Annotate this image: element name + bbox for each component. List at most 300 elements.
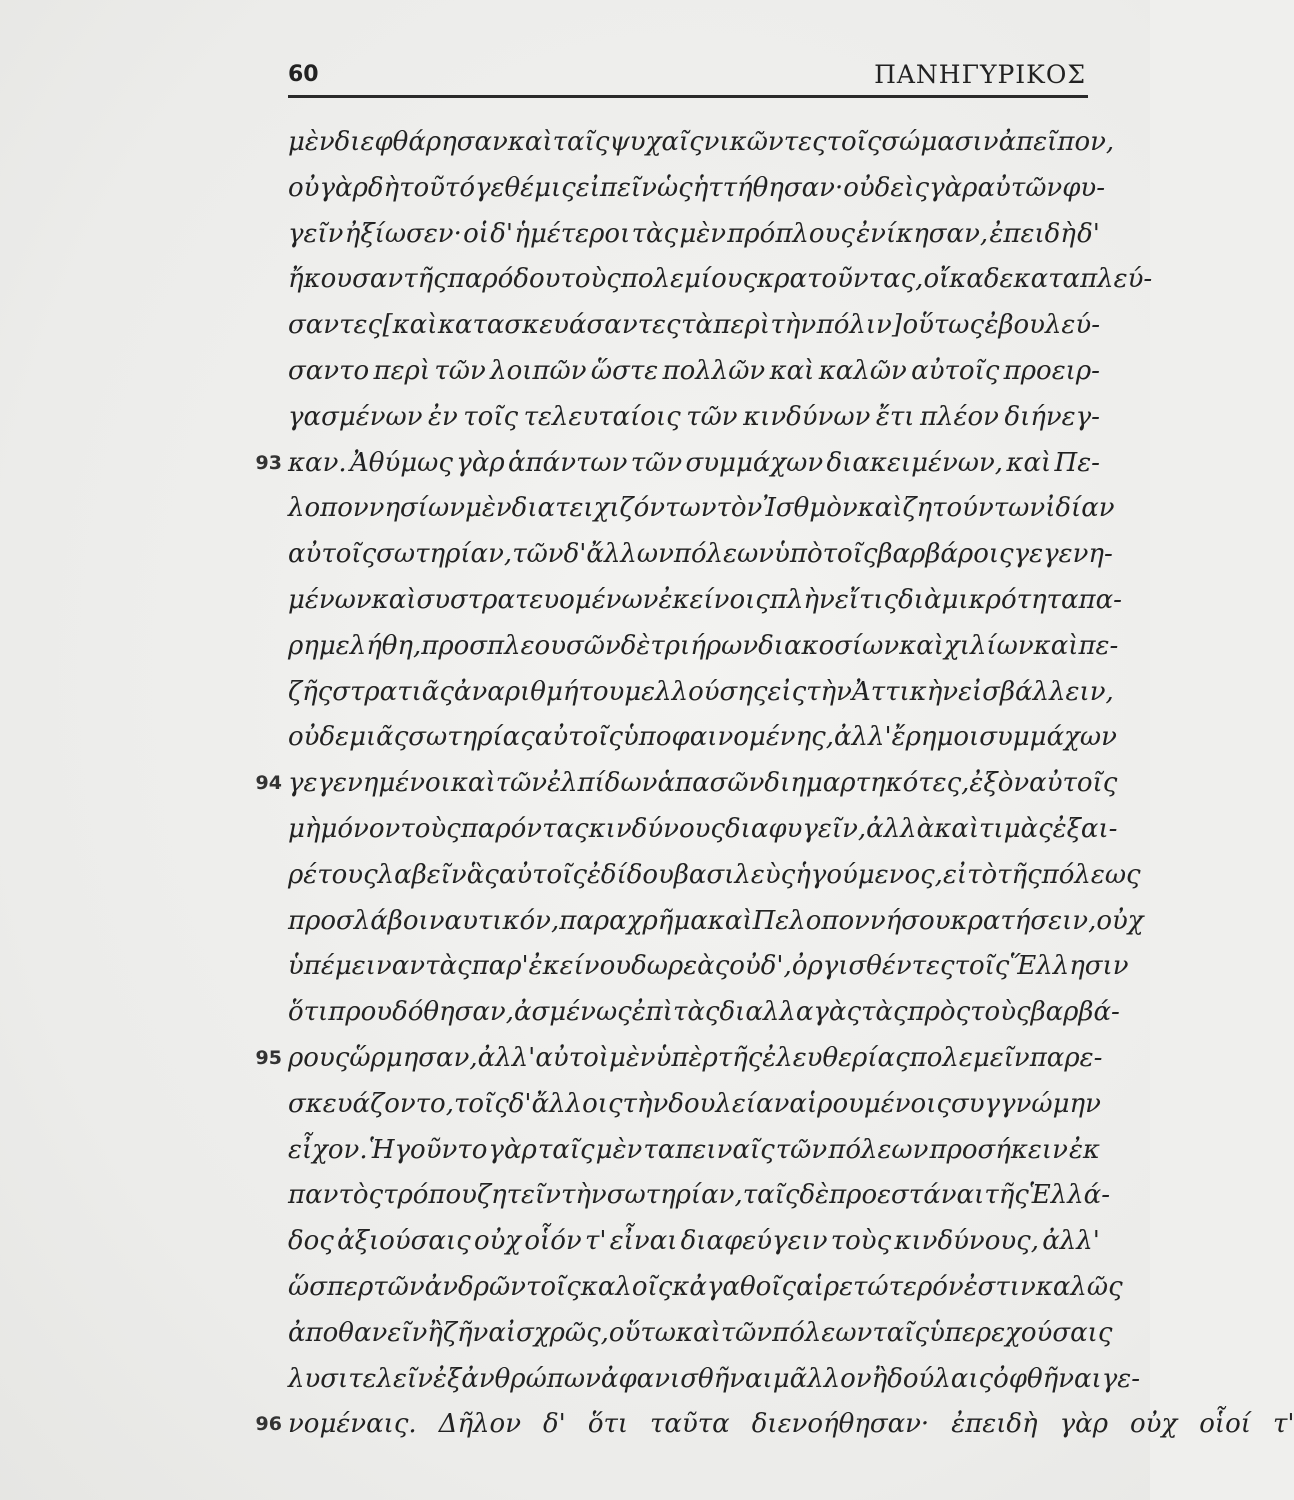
word: περὶ [713, 310, 770, 341]
word: δὲ [799, 1180, 830, 1211]
word: τῆς [997, 859, 1042, 890]
word: ἔτι [875, 401, 915, 432]
word: ἀναριθμήτου [453, 676, 625, 707]
word: τῶν [686, 401, 738, 432]
word: εἰς [767, 676, 807, 707]
word: οὐ [288, 172, 320, 203]
word: τοὺς [830, 1226, 892, 1257]
word: ὥστε [590, 355, 659, 386]
word: τῶν [720, 1317, 773, 1348]
word: ἐν [428, 401, 458, 432]
text-line [288, 1173, 1111, 1219]
word: πόλεων [772, 1317, 873, 1348]
text-line [288, 395, 1100, 441]
text-line [255, 1036, 1103, 1082]
text-line [288, 1219, 1100, 1265]
word: τοῦτό [399, 172, 475, 203]
word: τὴν [806, 676, 852, 707]
word: προσπλεουσῶν [421, 630, 621, 661]
word: πόλιν] [816, 310, 902, 341]
word: μένων [288, 584, 372, 615]
word: τις [858, 584, 899, 615]
word: μόνον [320, 813, 401, 844]
word: γε- [1101, 1363, 1141, 1394]
word: προσλάβοι [288, 905, 429, 936]
text-line [255, 761, 1118, 807]
word: σωτηρίαν, [376, 539, 513, 570]
word: παρόντας [460, 813, 589, 844]
word: αἱρετώτερόν [796, 1271, 964, 1302]
word: γὰρ [456, 447, 505, 478]
word: ἐξὸν [969, 768, 1030, 799]
word: καλοῖς [580, 1271, 673, 1302]
word: αἱρουμένοις [789, 1088, 951, 1119]
word: προσήκειν [929, 1134, 1068, 1165]
word: κἀγαθοῖς [672, 1271, 797, 1302]
word: ἀλλ' [477, 1042, 536, 1073]
word: ἄλλοις [531, 1088, 623, 1119]
text-line [288, 120, 1115, 166]
text-line [288, 166, 1106, 212]
word: παρε- [1029, 1042, 1103, 1073]
word: εἶχον. [288, 1134, 368, 1165]
word: πολλῶν [662, 355, 766, 386]
word: Ἀττικὴν [851, 676, 959, 707]
text-line [288, 807, 1118, 853]
word: ὡς [656, 172, 693, 203]
word: ἐκείνοις [658, 584, 770, 615]
text-line [288, 349, 1100, 395]
word: μὲν [595, 1134, 643, 1165]
word: τριήρων [650, 630, 759, 661]
word: ἐνίκησαν, [856, 218, 989, 249]
text-line [288, 486, 1115, 532]
word: τῆς [984, 1180, 1029, 1211]
word: ρημελήθη, [288, 630, 422, 661]
word: κατασκευάσαντες [437, 310, 681, 341]
word: πόλεως [1041, 859, 1141, 890]
word: προεστάναι [829, 1180, 985, 1211]
word: πολεμεῖν [909, 1042, 1030, 1073]
word: εἰ [942, 859, 968, 890]
word: ἢ [427, 1317, 443, 1348]
word: αὐτοὶ [535, 1042, 609, 1073]
word: ἐξαι- [1052, 813, 1118, 844]
word: ζῆν [442, 1317, 489, 1348]
word: ἢ [871, 1363, 888, 1394]
word: γεγενη- [1013, 539, 1113, 570]
word: ἔρημοι [891, 722, 980, 753]
word: Ἀθύμως [350, 447, 453, 478]
word: μὲν [679, 218, 727, 249]
word: τ' [1272, 1409, 1294, 1440]
word: ἐκ [1068, 1134, 1100, 1165]
word: κινδύνους [588, 813, 725, 844]
word: παρόδου [447, 264, 561, 295]
word: σκευάζοντο, [288, 1088, 454, 1119]
text-line [288, 990, 1120, 1036]
word: τοῖς [822, 539, 878, 570]
word: καὶ [707, 905, 753, 936]
word: τοῖς [453, 1088, 509, 1119]
word: ἡγούμενος, [795, 859, 943, 890]
word: λοιπῶν [490, 355, 587, 386]
word: καὶ [1006, 447, 1052, 478]
word: εἰσβάλλειν, [958, 676, 1114, 707]
word: ἐξ [433, 1363, 462, 1394]
section-number: 93 [255, 451, 282, 474]
word: τῶν [495, 768, 548, 799]
word: ἀνδρῶν [424, 1271, 526, 1302]
word: φυ- [1062, 172, 1106, 203]
word: [καὶ [382, 310, 438, 341]
word: δούλαις [887, 1363, 994, 1394]
word: κινδύνων [743, 401, 871, 432]
word: κρατήσειν, [950, 905, 1097, 936]
word: τὴν [560, 1180, 607, 1211]
word: συγγνώμην [950, 1088, 1101, 1119]
word: ὥρμησαν, [349, 1042, 478, 1073]
word: ὀργισθέντες [791, 951, 955, 982]
text-line [288, 303, 1100, 349]
word: τελευταίοις [523, 401, 681, 432]
word: Δῆλον [438, 1409, 521, 1440]
word: πλέον [919, 401, 999, 432]
word: προειρ- [1003, 355, 1100, 386]
word: τὴν [622, 1088, 669, 1119]
word: τοῖς [463, 401, 519, 432]
word: κρατοῦντας, [757, 264, 924, 295]
word: διαφυγεῖν, [724, 813, 867, 844]
word: οὕτως [902, 310, 985, 341]
word: στρατιᾶς [332, 676, 454, 707]
word: τὸν [716, 493, 763, 524]
word: ἡμέτεροι [514, 218, 631, 249]
word: προυδόθησαν, [328, 997, 514, 1028]
word: δ' [543, 1409, 566, 1440]
word: ὑπὲρ [655, 1042, 718, 1073]
word: ταῖς [552, 127, 610, 157]
text-line [288, 670, 1114, 716]
word: βαρβάροις [877, 539, 1014, 570]
word: πόλεων [673, 539, 775, 570]
word: μελλούσης [624, 676, 768, 707]
word: τοῖς [826, 127, 882, 157]
word: Ἑλλά- [1028, 1180, 1111, 1211]
word: τοὺς [400, 813, 461, 844]
word: πρόπλους [727, 218, 855, 249]
word: Ἰσθμὸν [762, 493, 858, 524]
word: ἁπάντων [508, 447, 628, 478]
word: ὑπὸ [774, 539, 823, 570]
word: ὑπέμειναν [288, 951, 426, 982]
word: παραχρῆμα [559, 905, 708, 936]
word: καὶ [507, 127, 553, 157]
word: γὰρ [929, 172, 978, 203]
word: πρὸς [907, 997, 971, 1028]
word: καὶ [899, 630, 944, 661]
text-line [288, 1082, 1100, 1128]
word: οὐδεὶς [843, 172, 930, 203]
word: γὰρ [1059, 1409, 1109, 1440]
word: τοὺς [560, 264, 621, 295]
word: Ἕλλησιν [1009, 951, 1129, 982]
word: γὰρ [319, 172, 368, 203]
word: ἐκείνου [528, 951, 632, 982]
word: ἀλλ' [1042, 1226, 1100, 1257]
word: οἱ [463, 218, 489, 249]
word: σωτηρίας [408, 722, 535, 753]
word: δὲ [620, 630, 651, 661]
text-line [288, 578, 1122, 624]
word: τὰς [631, 218, 679, 249]
text-line [288, 853, 1141, 899]
word: σωτηρίαν, [606, 1180, 743, 1211]
word: παντὸς [288, 1180, 384, 1211]
word: τῶν [775, 1134, 828, 1165]
word: καλῶν [818, 355, 907, 386]
word: ἀσμένως [513, 997, 632, 1028]
word: καὶ [371, 584, 417, 615]
word: διακοσίων [758, 630, 900, 661]
running-head [288, 58, 1088, 98]
word: τ' [584, 1226, 607, 1257]
word: δ' [490, 218, 514, 249]
word: δὴ [367, 172, 400, 203]
word: διακειμένων, [826, 447, 1004, 478]
word: πε- [1078, 630, 1119, 661]
section-number: 95 [255, 1046, 282, 1069]
word: νικῶντες [703, 127, 827, 157]
section-number: 96 [255, 1413, 282, 1436]
word: σαντες [288, 310, 383, 341]
word: χιλίων [944, 630, 1034, 661]
word: ναυτικόν, [428, 905, 560, 936]
word: ἀφανισθῆναι [600, 1363, 773, 1394]
word: ἰδίαν [1045, 493, 1115, 524]
word: καὶ [675, 1317, 721, 1348]
word: ὥσπερ [288, 1271, 374, 1302]
word: τοῖς [954, 951, 1010, 982]
word: ρους [288, 1042, 350, 1073]
word: σώμασιν [881, 127, 999, 157]
word: τρόπου [383, 1180, 477, 1211]
word: Ἡγοῦντο [368, 1134, 488, 1165]
word: τῆς [403, 264, 448, 295]
word: Πελοποννήσου [752, 905, 951, 936]
word: διεφθάρησαν [334, 127, 508, 157]
word: οὐδεμιᾶς [288, 722, 409, 753]
word: τῶν [630, 447, 683, 478]
word: διαφεύγειν [680, 1226, 828, 1257]
word: αὐτῶν [977, 172, 1063, 203]
text-line [288, 257, 1153, 303]
text-line [288, 1357, 1141, 1403]
word: τιμὰς [979, 813, 1053, 844]
word: οἴκαδε [923, 264, 1014, 295]
word: γε [474, 172, 505, 203]
word: δ' [508, 1088, 532, 1119]
word: τῶν [434, 355, 486, 386]
text-line [255, 1402, 1294, 1448]
word: διενοήθησαν· [751, 1409, 930, 1440]
word: ἀνθρώπων [461, 1363, 601, 1394]
word: ἐδίδου [586, 859, 674, 890]
word: οὐχ [1096, 905, 1144, 936]
word: ἀλλὰ [866, 813, 935, 844]
word: βασιλεὺς [673, 859, 796, 890]
word: τὰς [425, 951, 472, 982]
word: βαρβά- [1030, 997, 1120, 1028]
text-line [255, 441, 1100, 487]
word: πα- [1078, 584, 1122, 615]
word: μᾶλλον [772, 1363, 872, 1394]
page-number: 60 [288, 62, 319, 87]
word: αὐτοῖς [288, 539, 377, 570]
word: ἀπεῖπον, [998, 127, 1115, 157]
word: ἐβουλεύ- [984, 310, 1100, 341]
word: αἰσχρῶς, [488, 1317, 609, 1348]
word: ὅτι [288, 997, 329, 1028]
word: τὰ [681, 310, 713, 341]
word: οὐχ [473, 1226, 522, 1257]
word: ἐπειδὴ [989, 218, 1076, 249]
word: ὀφθῆναι [993, 1363, 1102, 1394]
word: παρ' [471, 951, 529, 982]
word: διημαρτηκότες, [764, 768, 970, 799]
word: ρέτους [288, 859, 378, 890]
text-line [288, 532, 1113, 578]
word: ζῆς [288, 676, 333, 707]
word: αὐτοῖς [498, 859, 587, 890]
word: λαβεῖν [377, 859, 467, 890]
word: πολεμίους [620, 264, 758, 295]
word: διαλλαγὰς [719, 997, 862, 1028]
word: τὴν [770, 310, 817, 341]
word: διατειχιζόντων [511, 493, 717, 524]
word: καν. [288, 447, 347, 478]
word: διὰ [898, 584, 942, 615]
section-number: 94 [255, 772, 282, 795]
word: γὰρ [488, 1134, 537, 1165]
word: ταπειναῖς [643, 1134, 775, 1165]
word: ἐλευθερίας [762, 1042, 910, 1073]
running-title: ΠΑΝΗΓΥΡΙΚΟΣ [874, 60, 1086, 89]
word: μικρότητα [941, 584, 1079, 615]
word: ἡττήθησαν· [692, 172, 844, 203]
word: ἃς [466, 859, 499, 890]
word: καὶ [857, 493, 903, 524]
word: γασμένων [288, 401, 423, 432]
word: ταῖς [742, 1180, 800, 1211]
word: οὕτω [608, 1317, 676, 1348]
word: καὶ [450, 768, 496, 799]
text-block [255, 120, 1294, 1448]
word: ὅτι [587, 1409, 629, 1440]
word: τῶν [512, 539, 564, 570]
word: ταῖς [537, 1134, 595, 1165]
word: τῶν [373, 1271, 425, 1302]
word: αὐτοῖς [534, 722, 623, 753]
word: τὰς [861, 997, 908, 1028]
word: ταῦτα [650, 1409, 730, 1440]
word: ἀλλ' [833, 722, 892, 753]
word: περὶ [373, 355, 431, 386]
word: ζητεῖν [476, 1180, 561, 1211]
text-line [288, 1128, 1100, 1174]
word: νομέναις. [288, 1409, 417, 1440]
word: τοὺς [970, 997, 1031, 1028]
word: εἰπεῖν [575, 172, 657, 203]
word: ἐλπίδων [547, 768, 658, 799]
word: πόλεων [828, 1134, 929, 1165]
word: μὲν [608, 1042, 656, 1073]
word: αὐτοῖς [911, 355, 1000, 386]
text-line [288, 212, 1100, 258]
word: ὑπερεχούσαις [929, 1317, 1113, 1348]
word: τῆς [717, 1042, 763, 1073]
word: συστρατευομένων [416, 584, 659, 615]
word: μὲν [288, 127, 335, 157]
word: εἴ [834, 584, 859, 615]
word: σαντο [288, 355, 370, 386]
word: γεῖν [288, 218, 344, 249]
word: οἷοί [1199, 1409, 1251, 1440]
word: ζητούντων [902, 493, 1046, 524]
word: οἷόν [524, 1226, 582, 1257]
word: λυσιτελεῖν [288, 1363, 433, 1394]
word: ἀξιούσαις [337, 1226, 471, 1257]
word: ταῖς [872, 1317, 930, 1348]
word: ἀποθανεῖν [288, 1317, 428, 1348]
word: καὶ [1033, 630, 1079, 661]
word: ψυχαῖς [609, 127, 704, 157]
word: οὐδ', [729, 951, 792, 982]
text-line [288, 1311, 1113, 1357]
header-rule [288, 95, 1088, 98]
word: αὐτοῖς [1029, 768, 1118, 799]
word: λοποννησίων [288, 493, 466, 524]
word: δωρεὰς [631, 951, 730, 982]
word: δ' [563, 539, 587, 570]
word: δ' [1077, 218, 1100, 249]
text-line [288, 944, 1129, 990]
word: μὲν [465, 493, 512, 524]
word: κινδύνους, [894, 1226, 1039, 1257]
word: ἐπὶ [631, 997, 673, 1028]
word: ἤκουσαν [288, 264, 404, 295]
word: ἠξίωσεν· [344, 218, 462, 249]
word: γεγενημένοι [288, 768, 451, 799]
text-line [288, 1265, 1123, 1311]
word: ἁπασῶν [657, 768, 765, 799]
word: καλῶς [1035, 1271, 1123, 1302]
word: δος [288, 1226, 334, 1257]
word: οὐχ [1130, 1409, 1178, 1440]
word: εἶναι [609, 1226, 678, 1257]
word: καὶ [934, 813, 980, 844]
text-line [288, 624, 1119, 670]
word: συμμάχων [979, 722, 1117, 753]
word: δουλείαν [668, 1088, 790, 1119]
word: διήνεγ- [1004, 401, 1100, 432]
word: ὑποφαινομένης, [622, 722, 834, 753]
word: ἐπειδὴ [951, 1409, 1038, 1440]
word: καὶ [769, 355, 815, 386]
word: ἐστιν [963, 1271, 1036, 1302]
word: τὸ [967, 859, 998, 890]
text-line [288, 715, 1117, 761]
